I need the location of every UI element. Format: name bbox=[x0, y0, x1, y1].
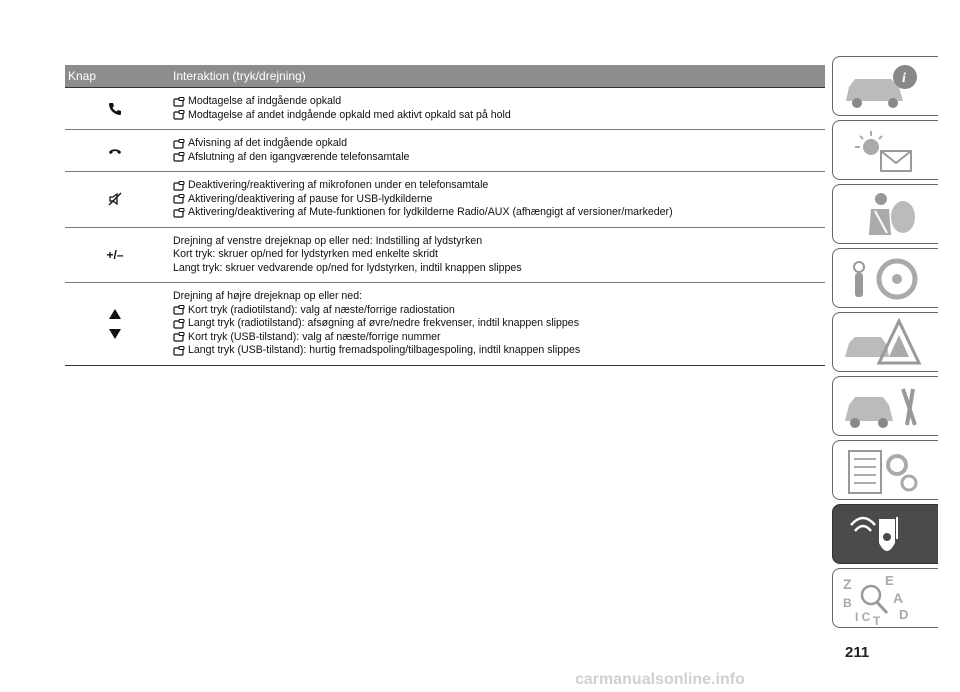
list-item: Kort tryk (USB-tilstand): valg af næste/forrige nummer bbox=[173, 331, 825, 345]
list-item: Aktivering/deaktivering af Mute-funktionen for lydkilderne Radio/AUX (afhængigt af versioner/markeder) bbox=[173, 206, 825, 220]
svg-text:Z: Z bbox=[843, 576, 852, 592]
list-item: Langt tryk (USB-tilstand): hurtig fremadspoling/tilbagespoling, indtil knappen slippes bbox=[173, 344, 825, 358]
tab-technical-data[interactable] bbox=[832, 440, 938, 500]
col-header-button: Knap bbox=[68, 69, 97, 83]
mute-icon bbox=[108, 192, 122, 206]
table-row bbox=[65, 88, 825, 130]
table-row bbox=[65, 228, 825, 284]
tab-safety[interactable] bbox=[832, 184, 938, 244]
hand-pointer-icon bbox=[173, 305, 185, 315]
multimedia-icon bbox=[841, 509, 931, 561]
svg-text:E: E bbox=[885, 573, 894, 588]
list-item: Aktivering/deaktivering af pause for USB-lydkilderne bbox=[173, 193, 825, 207]
volume-plus-minus-label: +/– bbox=[106, 247, 124, 262]
list-item: Drejning af venstre drejeknap op eller ned: Indstilling af lydstyrken bbox=[173, 234, 483, 247]
list-item: Kort tryk (radiotilstand): valg af næste/forrige radiostation bbox=[173, 304, 825, 318]
svg-text:A: A bbox=[893, 590, 904, 606]
tab-maintenance[interactable] bbox=[832, 376, 938, 436]
interaction-cell bbox=[165, 172, 825, 227]
table-row bbox=[65, 172, 825, 228]
starting-driving-icon bbox=[841, 253, 931, 305]
list-item: Langt tryk: skruer vedvarende op/ned for lydstyrken, indtil knappen slippes bbox=[173, 261, 522, 274]
key-cell bbox=[65, 172, 165, 227]
tab-car-info[interactable] bbox=[832, 56, 938, 116]
list-item: Langt tryk (radiotilstand): afsøgning af øvre/nedre frekvenser, indtil knappen slippes bbox=[173, 317, 825, 331]
interaction-cell bbox=[165, 283, 825, 365]
tab-starting-driving[interactable] bbox=[832, 248, 938, 308]
table-row bbox=[65, 283, 825, 366]
interaction-cell bbox=[165, 88, 825, 129]
list-item: Kort tryk: skruer op/ned for lydstyrken med enkelte skridt bbox=[173, 248, 438, 260]
list-item: Modtagelse af indgående opkald bbox=[173, 95, 825, 109]
list-item: Afslutning af den igangværende telefonsamtale bbox=[173, 151, 825, 165]
dashboard-lights-icon bbox=[841, 125, 931, 177]
up-down-arrows-icon bbox=[108, 307, 122, 341]
svg-text:D: D bbox=[899, 607, 909, 622]
list-item: Drejning af højre drejeknap op eller ned: bbox=[173, 290, 363, 302]
interaction-cell bbox=[165, 228, 825, 283]
list-item: Deaktivering/reaktivering af mikrofonen under en telefonsamtale bbox=[173, 179, 825, 193]
hand-pointer-icon bbox=[173, 194, 185, 204]
key-cell bbox=[65, 283, 165, 365]
hand-pointer-icon bbox=[173, 152, 185, 162]
watermark: carmanualsonline.info bbox=[575, 671, 745, 688]
svg-text:B: B bbox=[843, 596, 852, 610]
phone-answer-icon bbox=[108, 102, 122, 116]
page-number: 211 bbox=[845, 644, 870, 661]
hand-pointer-icon bbox=[173, 208, 185, 218]
table-header bbox=[65, 65, 825, 88]
list-item: Afvisning af det indgående opkald bbox=[173, 137, 825, 151]
hand-pointer-icon bbox=[173, 97, 185, 107]
hand-pointer-icon bbox=[173, 110, 185, 120]
key-cell bbox=[65, 130, 165, 171]
hand-pointer-icon bbox=[173, 139, 185, 149]
svg-text:T: T bbox=[873, 614, 881, 625]
tab-dashboard-lights[interactable] bbox=[832, 120, 938, 180]
phone-hangup-icon bbox=[108, 147, 122, 155]
technical-data-icon bbox=[841, 445, 931, 497]
hand-pointer-icon bbox=[173, 346, 185, 356]
car-info-icon bbox=[841, 61, 931, 113]
tab-index[interactable] bbox=[832, 568, 938, 628]
tab-emergency[interactable] bbox=[832, 312, 938, 372]
list-item: Modtagelse af andet indgående opkald med aktivt opkald sat på hold bbox=[173, 109, 825, 123]
interaction-cell bbox=[165, 130, 825, 171]
emergency-icon bbox=[841, 317, 931, 369]
hand-pointer-icon bbox=[173, 181, 185, 191]
key-cell bbox=[65, 88, 165, 129]
svg-text:I C: I C bbox=[855, 610, 871, 624]
col-header-interaction: Interaktion (tryk/drejning) bbox=[173, 69, 306, 83]
maintenance-icon bbox=[841, 381, 931, 433]
hand-pointer-icon bbox=[173, 319, 185, 329]
table-row bbox=[65, 130, 825, 172]
key-cell bbox=[65, 228, 165, 283]
svg-text:i: i bbox=[902, 71, 906, 86]
controls-table bbox=[65, 65, 825, 366]
hand-pointer-icon bbox=[173, 332, 185, 342]
tab-multimedia[interactable] bbox=[832, 504, 938, 564]
index-icon bbox=[841, 573, 931, 625]
safety-airbag-icon bbox=[841, 189, 931, 241]
